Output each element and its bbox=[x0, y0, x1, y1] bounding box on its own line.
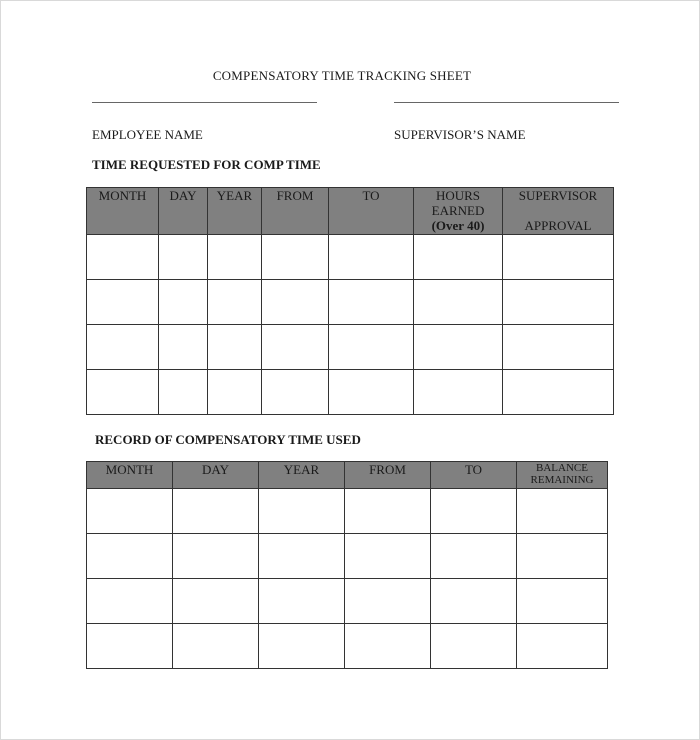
hours-header-line3: (Over 40) bbox=[431, 218, 485, 233]
table-row bbox=[87, 534, 608, 579]
table-header-row bbox=[87, 462, 608, 489]
table-cell[interactable] bbox=[345, 579, 431, 624]
table-cell[interactable] bbox=[503, 280, 614, 325]
table-cell[interactable] bbox=[517, 534, 608, 579]
table-row bbox=[87, 280, 614, 325]
table-cell[interactable] bbox=[329, 325, 414, 370]
approval-header-line1: SUPERVISOR bbox=[518, 188, 598, 203]
table-cell[interactable] bbox=[208, 235, 262, 280]
table-row bbox=[87, 370, 614, 415]
table-cell[interactable] bbox=[431, 534, 517, 579]
supervisor-name-label: SUPERVISOR’S NAME bbox=[394, 127, 526, 142]
table-row bbox=[87, 325, 614, 370]
table-cell[interactable] bbox=[259, 534, 345, 579]
table-cell[interactable] bbox=[262, 280, 329, 325]
column-header-hours-earned bbox=[414, 188, 503, 235]
table-cell[interactable] bbox=[159, 235, 208, 280]
table-cell[interactable] bbox=[87, 624, 173, 669]
column-header-to: TO bbox=[329, 188, 414, 235]
table-cell[interactable] bbox=[503, 325, 614, 370]
table-cell[interactable] bbox=[517, 489, 608, 534]
table-cell[interactable] bbox=[262, 370, 329, 415]
table-cell[interactable] bbox=[159, 370, 208, 415]
balance-header-line1: BALANCE bbox=[536, 462, 588, 474]
table-cell[interactable] bbox=[159, 280, 208, 325]
column-header-from: FROM bbox=[345, 462, 431, 489]
table-cell[interactable] bbox=[87, 489, 173, 534]
approval-header-line2: APPROVAL bbox=[524, 218, 592, 233]
column-header-balance-remaining bbox=[517, 462, 608, 489]
table-cell[interactable] bbox=[503, 370, 614, 415]
table-cell[interactable] bbox=[329, 280, 414, 325]
table-cell[interactable] bbox=[414, 325, 503, 370]
column-header-year: YEAR bbox=[259, 462, 345, 489]
table-cell[interactable] bbox=[517, 579, 608, 624]
comp-time-used-table bbox=[86, 461, 608, 669]
table-cell[interactable] bbox=[414, 280, 503, 325]
table-cell[interactable] bbox=[208, 280, 262, 325]
table-cell[interactable] bbox=[259, 489, 345, 534]
balance-header-line2: REMAINING bbox=[530, 474, 594, 486]
hours-header-line1: HOURS bbox=[435, 188, 481, 203]
table-row bbox=[87, 489, 608, 534]
table-cell[interactable] bbox=[345, 534, 431, 579]
table-cell[interactable] bbox=[173, 579, 259, 624]
table-cell[interactable] bbox=[87, 280, 159, 325]
page-title: COMPENSATORY TIME TRACKING SHEET bbox=[212, 68, 472, 83]
table-cell[interactable] bbox=[173, 534, 259, 579]
column-header-from: FROM bbox=[262, 188, 329, 235]
column-header-day: DAY bbox=[173, 462, 259, 489]
table-cell[interactable] bbox=[262, 235, 329, 280]
table-cell[interactable] bbox=[87, 534, 173, 579]
supervisor-signature-line[interactable] bbox=[394, 102, 619, 103]
table-cell[interactable] bbox=[87, 325, 159, 370]
table-cell[interactable] bbox=[503, 235, 614, 280]
hours-header-line2: EARNED bbox=[431, 203, 485, 218]
table-cell[interactable] bbox=[431, 624, 517, 669]
time-requested-table bbox=[86, 187, 614, 415]
table-row bbox=[87, 624, 608, 669]
table-cell[interactable] bbox=[262, 325, 329, 370]
column-header-to: TO bbox=[431, 462, 517, 489]
table-cell[interactable] bbox=[87, 579, 173, 624]
table-cell[interactable] bbox=[173, 624, 259, 669]
employee-name-label: EMPLOYEE NAME bbox=[92, 127, 203, 142]
table-cell[interactable] bbox=[329, 370, 414, 415]
table-cell[interactable] bbox=[87, 235, 159, 280]
table-row bbox=[87, 235, 614, 280]
column-header-month: MONTH bbox=[87, 188, 159, 235]
column-header-supervisor-approval bbox=[503, 188, 614, 235]
table-cell[interactable] bbox=[329, 235, 414, 280]
table-cell[interactable] bbox=[87, 370, 159, 415]
table-header-row bbox=[87, 188, 614, 235]
column-header-day: DAY bbox=[159, 188, 208, 235]
table-cell[interactable] bbox=[259, 624, 345, 669]
column-header-year: YEAR bbox=[208, 188, 262, 235]
column-header-month: MONTH bbox=[87, 462, 173, 489]
table-cell[interactable] bbox=[345, 489, 431, 534]
table-cell[interactable] bbox=[517, 624, 608, 669]
table-cell[interactable] bbox=[208, 325, 262, 370]
table-cell[interactable] bbox=[414, 235, 503, 280]
table-row bbox=[87, 579, 608, 624]
table-cell[interactable] bbox=[208, 370, 262, 415]
table-cell[interactable] bbox=[345, 624, 431, 669]
table-cell[interactable] bbox=[431, 579, 517, 624]
table-cell[interactable] bbox=[431, 489, 517, 534]
table-cell[interactable] bbox=[259, 579, 345, 624]
table-cell[interactable] bbox=[414, 370, 503, 415]
section-heading-time-requested: TIME REQUESTED FOR COMP TIME bbox=[92, 157, 321, 172]
table-cell[interactable] bbox=[173, 489, 259, 534]
table-cell[interactable] bbox=[159, 325, 208, 370]
section-heading-comp-time-used: RECORD OF COMPENSATORY TIME USED bbox=[95, 432, 361, 447]
employee-signature-line[interactable] bbox=[92, 102, 317, 103]
